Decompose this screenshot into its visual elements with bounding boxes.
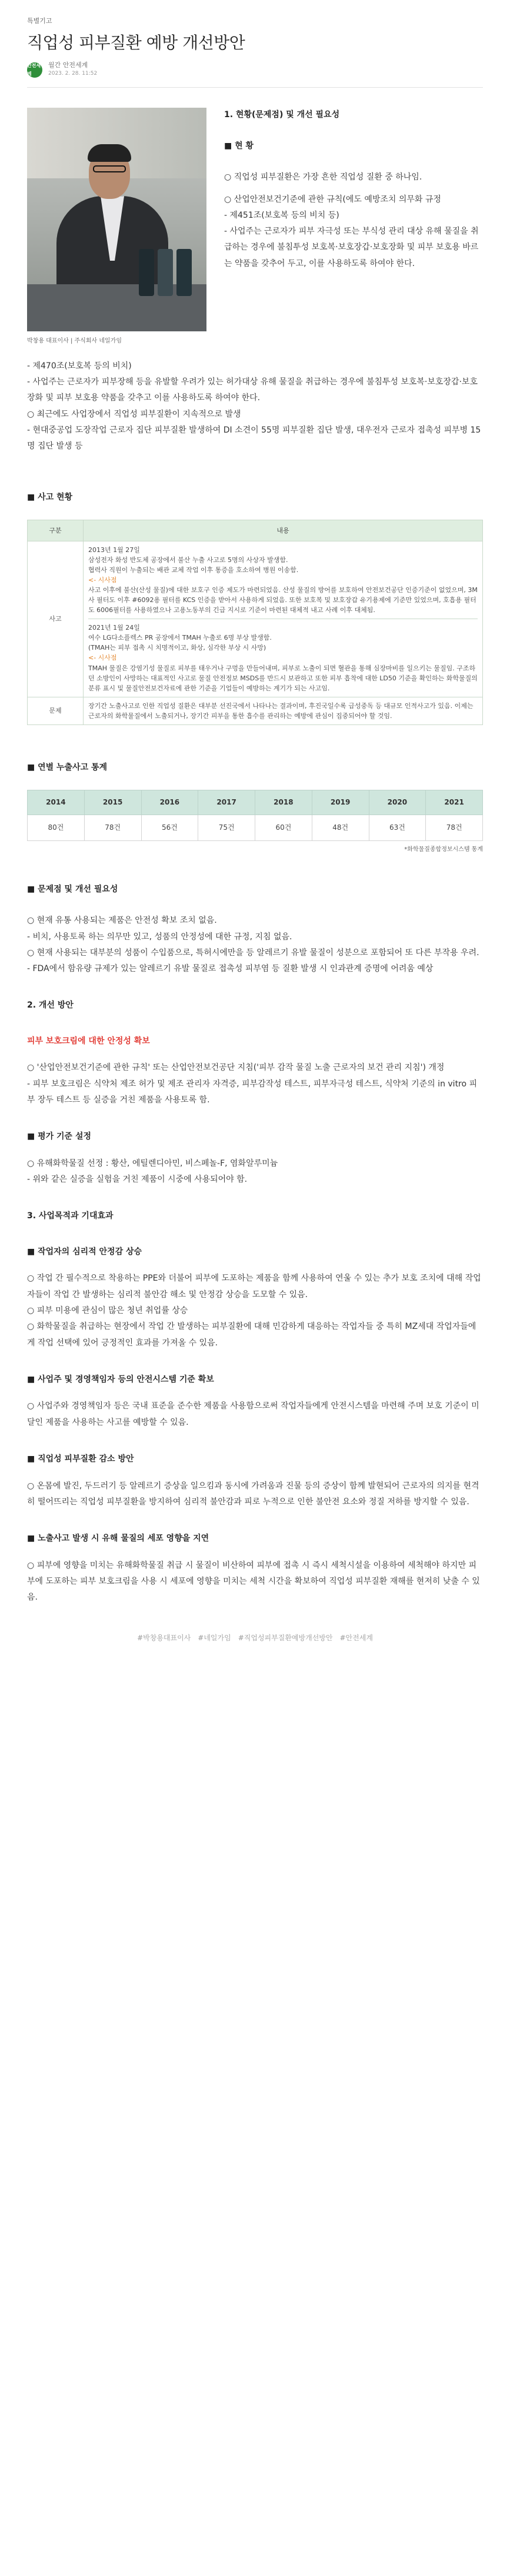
incident-date: 2021년 1월 24일 bbox=[88, 624, 140, 632]
tag-list bbox=[27, 1632, 483, 1644]
lead-text bbox=[224, 108, 483, 347]
paragraph: ○ 유해화학물질 선정 : 황산, 에틸렌디아민, 비스페놀-F, 염화알루미늄 bbox=[27, 1158, 278, 1168]
incident-text: (TMAH는 피부 접촉 시 치명적이고, 화상, 심각한 부상 시 사망) bbox=[88, 644, 266, 652]
table-header-row bbox=[28, 790, 483, 815]
year-header: 2020 bbox=[369, 790, 426, 815]
accident-heading: ■ 사고 현황 bbox=[27, 492, 73, 502]
tag-link[interactable]: #직업성피부질환예방개선방안 bbox=[238, 1633, 333, 1642]
row-content: 장기간 노출사고로 인한 직업성 질환은 대부분 선진국에서 나타나는 결과이며, 후진국일수록 급성중독 등 대규모 인적사고가 있음. 이제는 근로자의 화학물질에서 노출되거나, 장기간 피부을 통한 흡수를 관리하는 예방에 관심이 집중되어야 할 것임. bbox=[84, 697, 483, 724]
implication-text: TMAH 물질은 강염기성 물질로 피부를 태우거나 구멍을 만들어내며, 피부로 노출이 되면 혈관을 통해 심장마비를 일으키는 물질임. 구조하던 소방인이 사망하는 대표적인 사고로 물질 안전정보 MSDS를 반드시 보관하고 또한 피부 흡착에 대한 LD50 기준을 확인하는 화학물질의 분류 표시 및 물질안전보건자료에 관한 기준을 기업들이 예방하는 계기가 되는 사고임. bbox=[88, 664, 478, 692]
incident-date: 2013년 1월 27일 bbox=[88, 546, 140, 554]
paragraph: - 비치, 사용토록 하는 의무만 있고, 성품의 안정성에 대한 규정, 지침 없음. bbox=[27, 932, 292, 942]
paragraph: - 제451조(보호복 등의 비치 등) bbox=[224, 210, 339, 220]
section-heading: 1. 현황(문제점) 및 개선 필요성 bbox=[224, 110, 340, 120]
row-content bbox=[84, 541, 483, 697]
paragraph: ○ '산업안전보건기준에 관한 규칙' 또는 산업안전보건공단 지침('피부 감작 물질 노출 근로자의 보건 관리 지침') 개정 bbox=[27, 1063, 445, 1073]
publisher-name[interactable]: 월간 안전세계 bbox=[48, 61, 88, 69]
problems-heading: ■ 문제점 및 개선 필요성 bbox=[27, 884, 118, 894]
paragraph: - 사업주는 근로자가 피부장해 등을 유발할 우려가 있는 허가대상 유해 물질을 취급하는 경우에 불침투성 보호복·보호장갑·보호장화 및 피부 보호용 약품을 갖추고 이를 사용하도록 하여야 한다. bbox=[27, 377, 478, 403]
effects-heading: 3. 사업목적과 기대효과 bbox=[27, 1211, 114, 1221]
photo-caption: 박창용 대표이사 | 주식회사 네일가임 bbox=[27, 338, 122, 345]
year-header: 2014 bbox=[28, 790, 85, 815]
year-header: 2016 bbox=[141, 790, 198, 815]
paragraph: ○ 사업주와 경영책임자 등은 국내 표준을 준수한 제품을 사용함으로써 작업자들에게 안전시스템을 마련해 주며 보호 기준이 미달인 제품을 사용하는 사고를 예방할 수 있음. bbox=[27, 1401, 479, 1427]
year-header: 2021 bbox=[426, 790, 483, 815]
effects-subheading: ■ 사업주 및 경영책임자 등의 안전시스템 기준 확보 bbox=[27, 1374, 214, 1384]
table-row bbox=[28, 541, 483, 697]
count-cell: 78건 bbox=[426, 815, 483, 841]
column-header: 내용 bbox=[84, 520, 483, 541]
category-label: 특별기고 bbox=[27, 17, 52, 25]
paragraph: ○ 온몸에 발진, 두드러기 등 알레르기 증상을 일으킴과 동시에 가려움과 진물 등의 증상이 함께 발현되어 근로자의 의지를 현격히 떨어뜨리는 직업성 피부질환을 방지하여 심리적 불안감과 피로 누적으로 인한 불안전 요소와 정질 저하를 방지할 수 있음. bbox=[27, 1481, 479, 1507]
paragraph: ○ 직업성 피부질환은 가장 흔한 직업성 질환 중 하나임. bbox=[224, 172, 422, 182]
implication-text: 사고 이후에 불산(산성 물질)에 대한 보호구 인증 제도가 마련되었음. 산성 물질의 방어를 보호하여 안전보건공단 인증기준이 없었으며, 3M사 필터도 이후 #6092용 필터를 KCS 인증을 받아서 사용하게 되었음. 또한 보호복 및 보호장갑 유기용제에 기준만 있었으며, 호흡용 필터도 6006필터를 사용하였으나 고용노동부의 긴급 지시로 기준이 마련된 대체적 내고 사례 이후 대체됨. bbox=[88, 586, 478, 614]
incident-block bbox=[88, 619, 478, 693]
table-row bbox=[28, 815, 483, 841]
paragraph: ○ 최근에도 사업장에서 직업성 피부질환이 지속적으로 발생 bbox=[27, 409, 241, 419]
lead-section bbox=[27, 108, 483, 347]
paragraph: - 현대중공업 도장작업 근로자 집단 피부질환 발생하여 DI 소견이 55명 피부질환 집단 발생, 대우전자 근로자 접촉성 피부병 15명 집단 발생 등 bbox=[27, 425, 481, 451]
table-row bbox=[28, 697, 483, 724]
implication-label: <- 시사점 bbox=[88, 576, 117, 584]
byline bbox=[27, 61, 483, 79]
article bbox=[27, 0, 483, 2576]
incident-text: 삼성전자 화성 반도체 공장에서 불산 누출 사고로 5명의 사상자 발생함. bbox=[88, 556, 288, 564]
paragraph: - 위와 같은 실증을 실험을 거친 제품이 시중에 사용되어야 함. bbox=[27, 1175, 248, 1185]
row-category: 문제 bbox=[28, 697, 84, 724]
sub-heading: ■ 현 황 bbox=[224, 141, 254, 151]
plan-heading: 2. 개선 방안 bbox=[27, 1001, 74, 1011]
paragraph: ○ 피부에 영향을 미치는 유해화학물질 취급 시 물질이 비산하여 피부에 접촉 시 즉시 세척시설을 이용하여 세척해야 하지만 피부에 도포하는 피부 보호크림을 사용 시 세포에 영향을 미치는 세척 시간을 확보하여 직업성 피부질환 재해를 현저히 낮출 수 있음. bbox=[27, 1560, 480, 1603]
paragraph: ○ 현재 유통 사용되는 제품은 안전성 확보 조치 없음. bbox=[27, 916, 217, 926]
stats-table bbox=[27, 790, 483, 841]
paragraph: ○ 작업 간 필수적으로 착용하는 PPE와 더불어 피부에 도포하는 제품을 함께 사용하여 연울 수 있는 추가 보호 조치에 대해 작업자들이 작업 간 발생하는 심리적 불안감 해소 및 안정감 상승을 도모할 수 있음. bbox=[27, 1274, 481, 1299]
effects-subheading: ■ 노출사고 발생 시 유해 물질의 세포 영향을 지연 bbox=[27, 1534, 209, 1544]
column-header: 구분 bbox=[28, 520, 84, 541]
tag-link[interactable]: #안전세계 bbox=[339, 1633, 373, 1642]
count-cell: 75건 bbox=[198, 815, 255, 841]
count-cell: 60건 bbox=[255, 815, 312, 841]
paragraph: ○ 현재 사용되는 대부분의 성품이 수입품으로, 특허시에만을 등 알레르기 유발 물질이 성분으로 포함되어 또 다른 부작용 우려. bbox=[27, 948, 479, 958]
count-cell: 56건 bbox=[141, 815, 198, 841]
tag-link[interactable]: #박창용대표이사 bbox=[137, 1633, 191, 1642]
stats-heading: ■ 연별 누출사고 통계 bbox=[27, 762, 108, 772]
implication-label: <- 시사점 bbox=[88, 654, 117, 662]
divider bbox=[27, 87, 483, 88]
year-header: 2018 bbox=[255, 790, 312, 815]
paragraph: - FDA에서 함유량 규제가 있는 알레르기 유발 물질로 접촉성 피부염 등 질환 발생 시 인과관계 증명에 어려움 예상 bbox=[27, 964, 434, 974]
count-cell: 80건 bbox=[28, 815, 85, 841]
count-cell: 78건 bbox=[84, 815, 141, 841]
count-cell: 63건 bbox=[369, 815, 426, 841]
article-title: 직업성 피부질환 예방 개선방안 bbox=[27, 33, 245, 53]
year-header: 2015 bbox=[84, 790, 141, 815]
paragraph: ○ 피부 미용에 관심이 많은 청년 취업률 상승 bbox=[27, 1306, 188, 1316]
effects-subheading: ■ 작업자의 심리적 안정감 상승 bbox=[27, 1247, 142, 1257]
photo-figure bbox=[27, 108, 206, 347]
year-header: 2019 bbox=[312, 790, 369, 815]
row-category: 사고 bbox=[28, 541, 84, 697]
plan-subheading: 피부 보호크림에 대한 안정성 확보 bbox=[27, 1036, 150, 1046]
article-photo[interactable] bbox=[27, 108, 206, 331]
paragraph: ○ 화학물질을 취급하는 현장에서 작업 간 발생하는 피부질환에 대해 민감하게 대응하는 작업자들 중 특히 MZ세대 작업자들에게 작업 선택에 있어 긍정적인 효과를 가져올 수 있음. bbox=[27, 1322, 476, 1348]
lead-continued bbox=[27, 358, 483, 455]
incident-block bbox=[88, 545, 478, 615]
publisher-logo[interactable]: 안전세계 bbox=[27, 62, 42, 78]
paragraph: - 피부 보호크림은 식약처 제조 허가 및 제조 관리자 자격증, 피부감작성 테스트, 피부자극성 테스트, 식약처 기준의 in vitro 피부 장두 테스트 등 실증을 거친 제품을 사용토록 함. bbox=[27, 1079, 478, 1105]
eval-heading: ■ 평가 기준 설정 bbox=[27, 1132, 91, 1142]
paragraph: ○ 산업안전보건기준에 관한 규칙(에도 예방조치 의무화 규정 bbox=[224, 194, 441, 204]
paragraph: - 사업주는 근로자가 피부 자극성 또는 부식성 관리 대상 유해 물질을 취급하는 경우에 불침투성 보호복·보호장갑·보호장화 및 피부 보호용 바르는 약품을 갖추어 두고, 이를 사용하도록 하여야 한다. bbox=[224, 227, 479, 268]
incident-text: 여수 LG다소플렉스 PR 공장에서 TMAH 누출로 6명 부상 발생함. bbox=[88, 634, 272, 642]
count-cell: 48건 bbox=[312, 815, 369, 841]
incident-text: 협력사 직원이 누출되는 배관 교체 작업 이후 통증을 호소하여 병원 이송함. bbox=[88, 566, 299, 574]
tag-link[interactable]: #네일가임 bbox=[198, 1633, 231, 1642]
year-header: 2017 bbox=[198, 790, 255, 815]
accident-table bbox=[27, 520, 483, 725]
paragraph: - 제470조(보호복 등의 비치) bbox=[27, 361, 132, 371]
publish-date: 2023. 2. 28. 11:52 bbox=[48, 71, 98, 77]
stats-source: *화학물질종합정보시스템 통계 bbox=[404, 846, 483, 853]
effects-subheading: ■ 직업성 피부질환 감소 방안 bbox=[27, 1454, 134, 1464]
